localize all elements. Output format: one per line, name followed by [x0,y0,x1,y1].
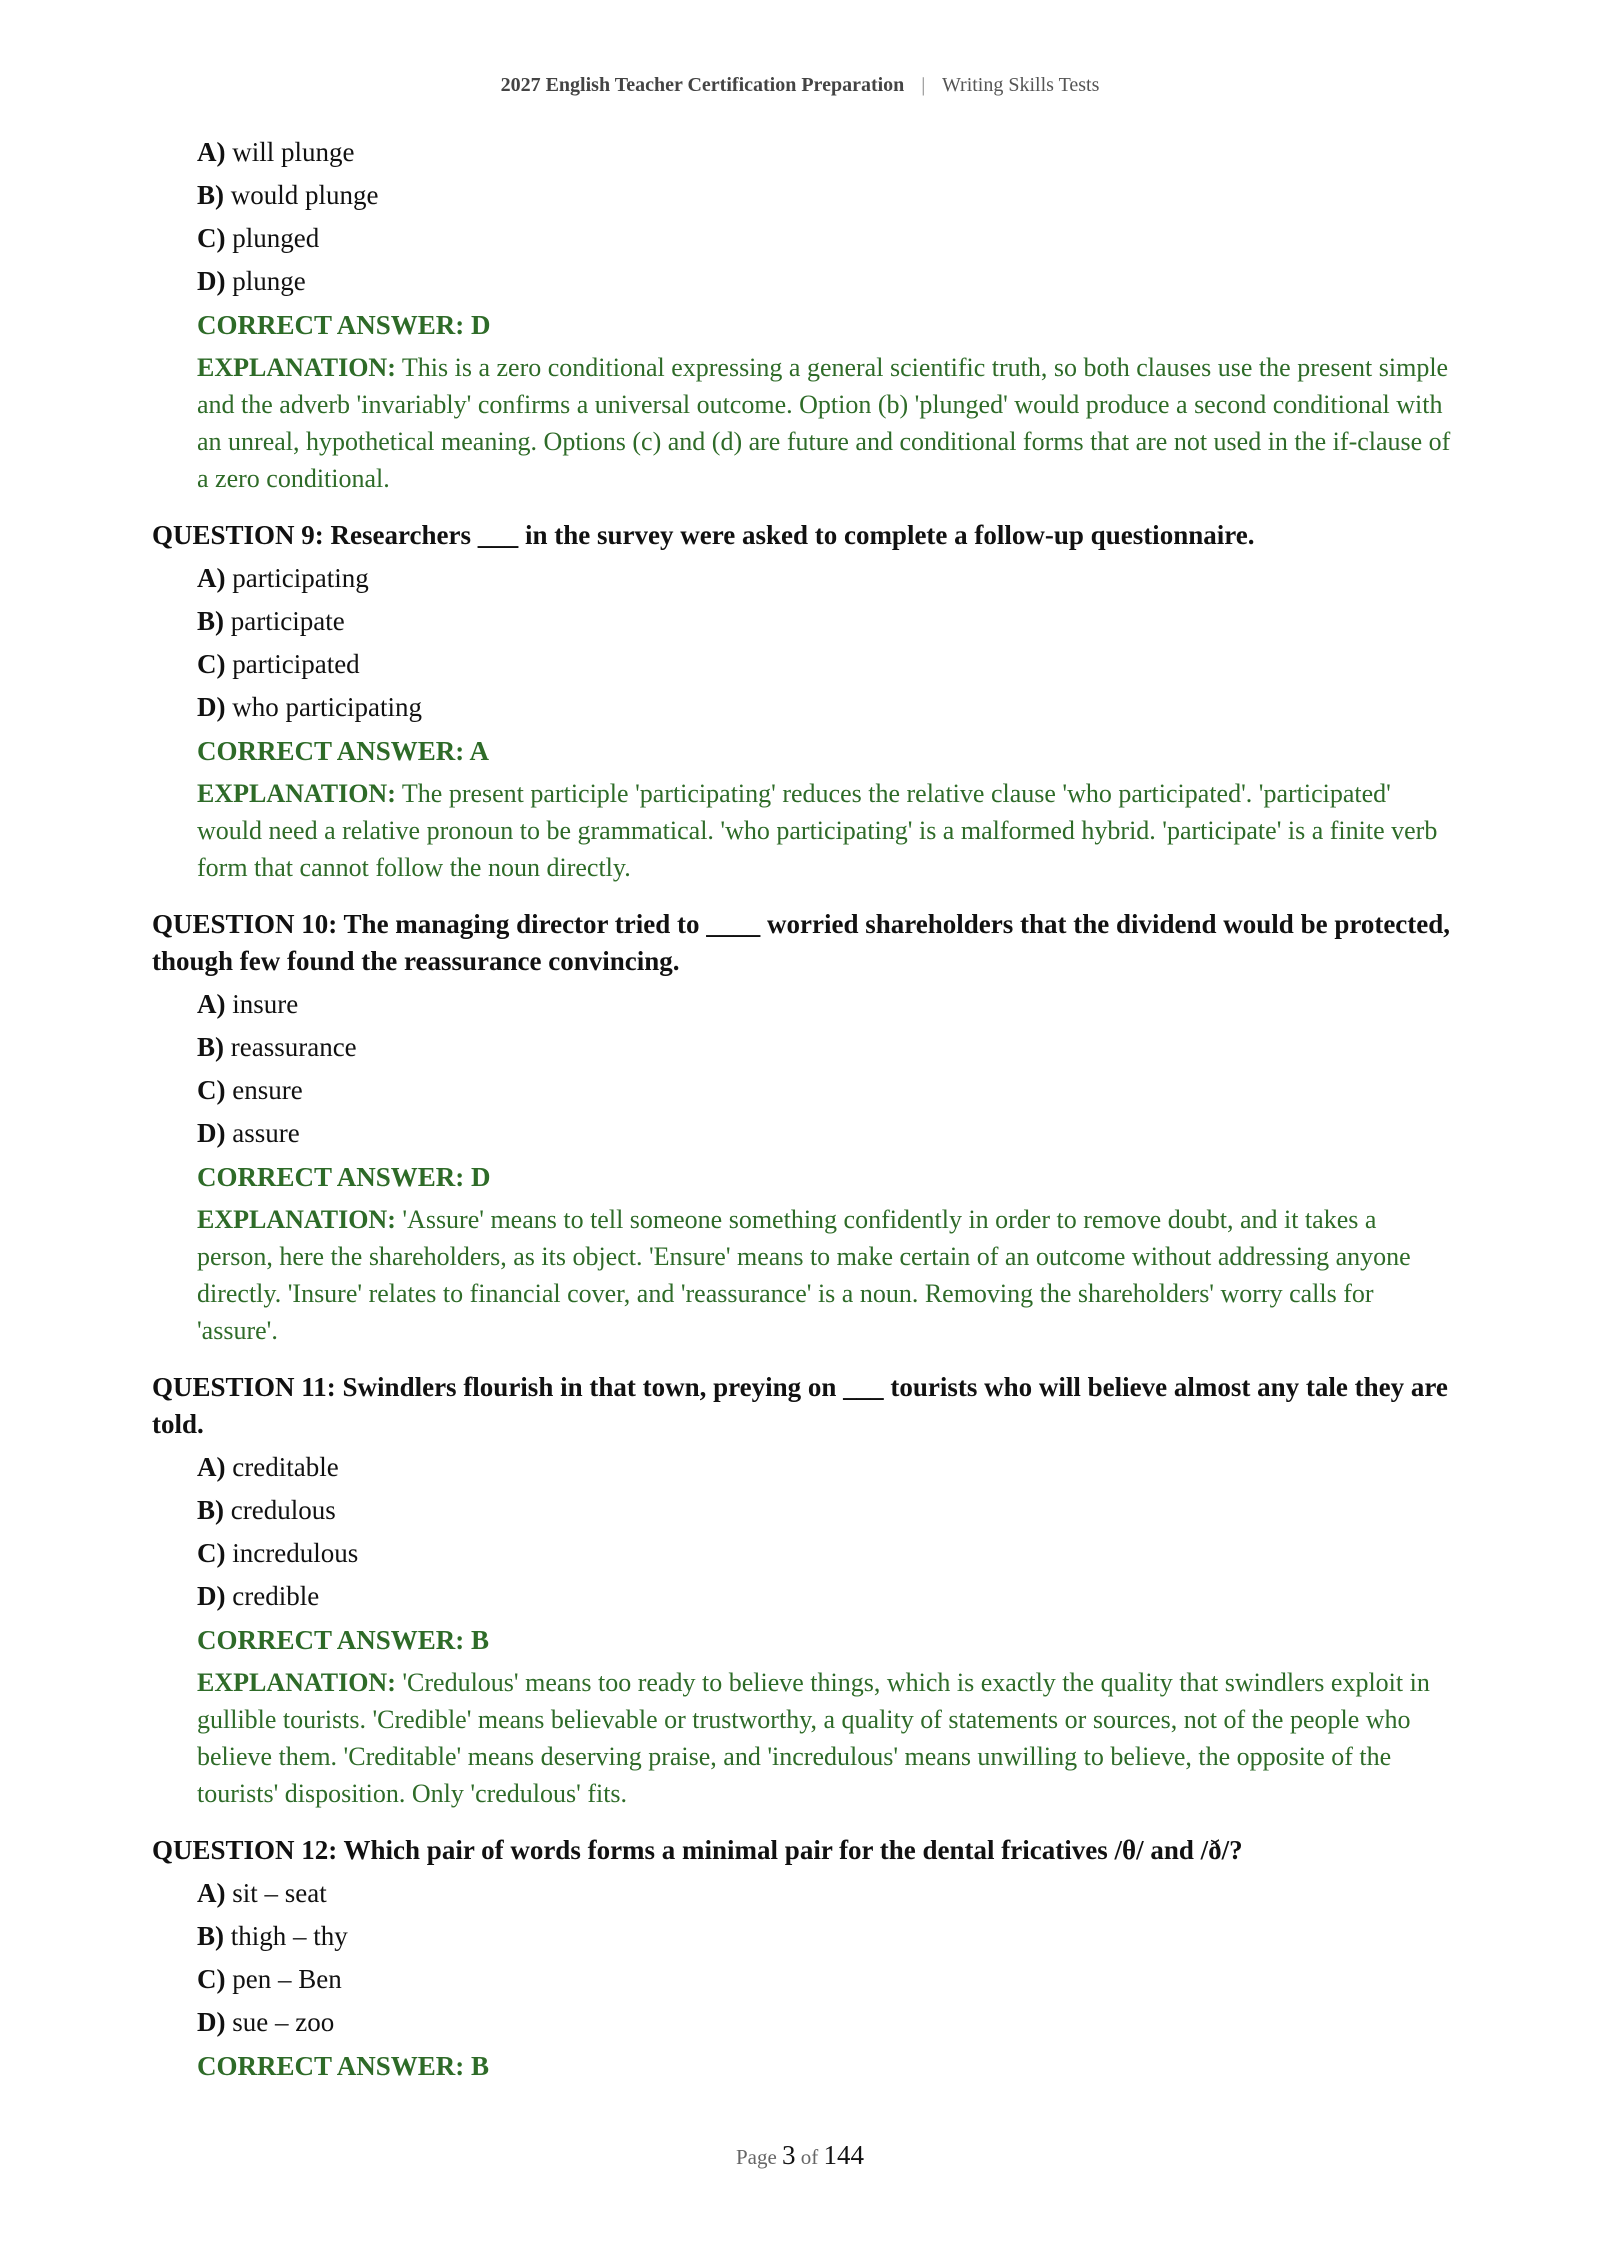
option-a [197,1877,1452,1910]
option-letter: A) [197,137,226,167]
question-block-9 [152,517,1452,886]
option-b [197,1494,1452,1527]
option-text: would plunge [230,180,379,210]
header-separator: | [921,74,926,96]
option-d [197,1117,1452,1150]
option-b [197,1031,1452,1064]
question-text: QUESTION 12: Which pair of words forms a minimal pair for the dental fricatives /θ/ and /ð/? [152,1835,1243,1865]
option-letter: A) [197,1878,226,1908]
total-pages: 144 [823,2140,865,2170]
question-block-12 [152,1832,1452,2083]
question-text: QUESTION 10: The managing director tried to ____ worried shareholders that the dividend would be protected, though few found the reassurance convincing. [152,909,1451,976]
option-letter: D) [197,2007,226,2037]
correct-answer: CORRECT ANSWER: D [197,1162,491,1192]
option-letter: A) [197,563,226,593]
option-text: plunged [232,223,320,253]
header-section: Writing Skills Tests [941,74,1100,96]
option-text: sue – zoo [232,2007,335,2037]
explanation [197,1201,1452,1349]
option-letter: A) [197,1452,226,1482]
option-c [197,1963,1452,1996]
option-text: participating [232,563,369,593]
correct-answer: CORRECT ANSWER: B [197,1625,490,1655]
option-d [197,2006,1452,2039]
option-d [197,265,1452,298]
option-a [197,1451,1452,1484]
option-text: will plunge [232,137,355,167]
option-text: participated [232,649,360,679]
option-b [197,179,1452,212]
of-label: of [800,2145,819,2169]
option-text: thigh – thy [230,1921,348,1951]
option-a [197,136,1452,169]
question-text: QUESTION 11: Swindlers flourish in that town, preying on ___ tourists who will believe almost any tale they are told. [152,1372,1448,1439]
page-label: Page [735,2145,777,2169]
option-letter: B) [197,606,224,636]
option-letter: D) [197,1581,226,1611]
option-text: incredulous [232,1538,359,1568]
option-text: ensure [232,1075,303,1105]
option-text: insure [232,989,299,1019]
option-text: assure [232,1118,300,1148]
correct-answer: CORRECT ANSWER: A [197,736,490,766]
correct-answer: CORRECT ANSWER: B [197,2051,490,2081]
option-c [197,1074,1452,1107]
question-block-8 [152,136,1452,497]
explanation-label: EXPLANATION: [197,353,396,382]
option-letter: B) [197,1921,224,1951]
option-c [197,648,1452,681]
option-text: sit – seat [232,1878,327,1908]
question-block-10 [152,906,1452,1349]
option-text: credible [232,1581,320,1611]
option-letter: C) [197,649,226,679]
question-block-11 [152,1369,1452,1812]
explanation-label: EXPLANATION: [197,1205,396,1234]
option-text: who participating [232,692,422,722]
header-title: 2027 English Teacher Certification Preparation [500,74,905,96]
option-letter: B) [197,1495,224,1525]
explanation [197,1664,1452,1812]
option-letter: D) [197,692,226,722]
option-letter: B) [197,1032,224,1062]
option-text: plunge [232,266,306,296]
option-letter: C) [197,1075,226,1105]
explanation-text: 'Credulous' means too ready to believe things, which is exactly the quality that swindlers exploit in gullible tourists. 'Credible' means believable or trustworthy, a quality of statements or sources, not of the people who believe them. 'Creditable' means deserving praise, and 'incredulous' means unwilling to believe, the opposite of the tourists' disposition. Only 'credulous' fits. [197,1668,1430,1808]
explanation [197,349,1452,497]
option-text: creditable [232,1452,339,1482]
option-text: participate [230,606,345,636]
option-c [197,1537,1452,1570]
option-d [197,1580,1452,1613]
page-number: 3 [782,2140,796,2170]
option-c [197,222,1452,255]
explanation [197,775,1452,886]
option-letter: C) [197,1964,226,1994]
option-letter: C) [197,223,226,253]
option-b [197,1920,1452,1953]
option-text: reassurance [230,1032,357,1062]
option-letter: B) [197,180,224,210]
option-a [197,562,1452,595]
page-header [0,74,1600,97]
option-a [197,988,1452,1021]
explanation-text: 'Assure' means to tell someone something confidently in order to remove doubt, and it takes a person, here the shareholders, as its object. 'Ensure' means to make certain of an outcome without addressing anyone directly. 'Insure' relates to financial cover, and 'reassurance' is a noun. Removing the shareholders' worry calls for 'assure'. [197,1205,1411,1345]
option-letter: C) [197,1538,226,1568]
question-text: QUESTION 9: Researchers ___ in the survey were asked to complete a follow-up questionnaire. [152,520,1255,550]
explanation-label: EXPLANATION: [197,1668,396,1697]
option-letter: A) [197,989,226,1019]
correct-answer: CORRECT ANSWER: D [197,310,491,340]
page-footer [0,2140,1600,2171]
option-text: pen – Ben [232,1964,342,1994]
option-letter: D) [197,1118,226,1148]
explanation-text: This is a zero conditional expressing a general scientific truth, so both clauses use the present simple and the adverb 'invariably' confirms a universal outcome. Option (b) 'plunged' would produce a second conditional with an unreal, hypothetical meaning. Options (c) and (d) are future and conditional forms that are not used in the if-clause of a zero conditional. [197,353,1451,493]
option-letter: D) [197,266,226,296]
page-content [152,136,1452,2090]
explanation-label: EXPLANATION: [197,779,396,808]
option-b [197,605,1452,638]
option-d [197,691,1452,724]
explanation-text: The present participle 'participating' reduces the relative clause 'who participated'. 'participated' would need a relative pronoun to be grammatical. 'who participating' is a malformed hybrid. 'participate' is a finite verb form that cannot follow the noun directly. [197,779,1438,882]
option-text: credulous [230,1495,336,1525]
